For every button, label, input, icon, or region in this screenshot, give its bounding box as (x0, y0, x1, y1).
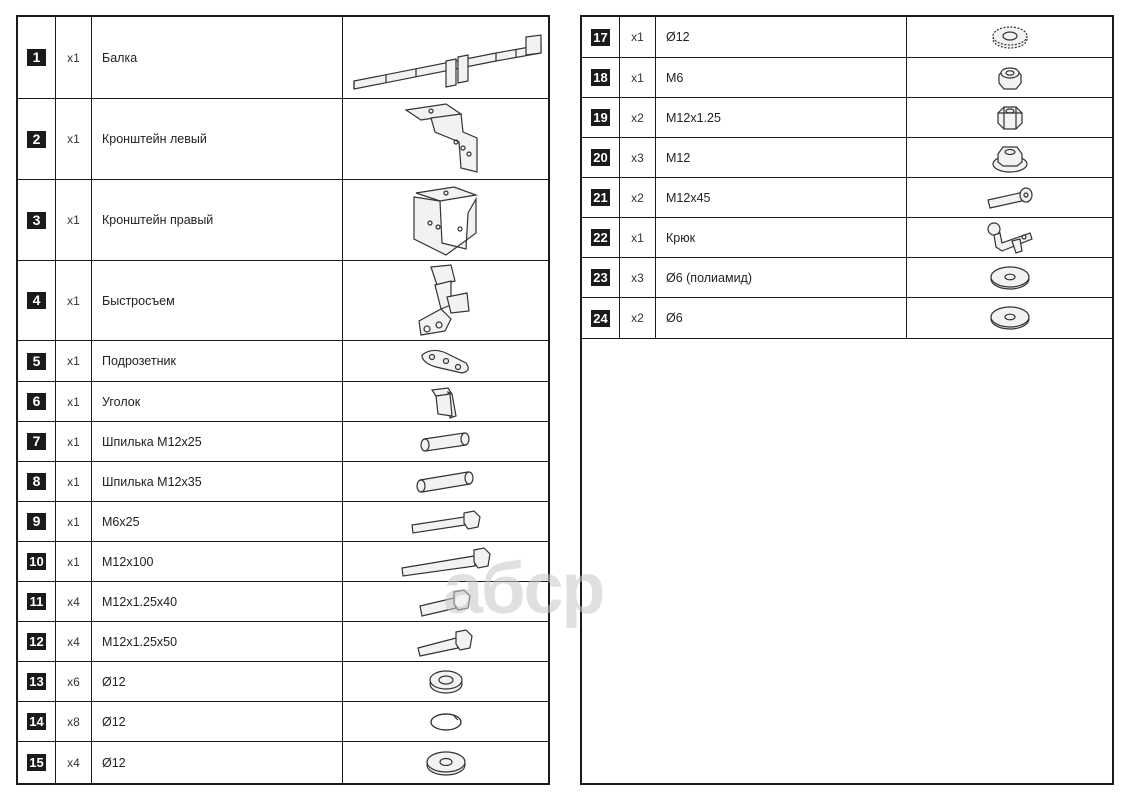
flat-washer-icon (426, 668, 466, 696)
flange-nut-icon (990, 142, 1030, 174)
item-number-badge: 6 (27, 393, 46, 410)
item-quantity: x1 (56, 341, 92, 381)
item-number-badge: 19 (591, 109, 610, 126)
left-bracket-icon (401, 102, 491, 176)
item-number-badge: 22 (591, 229, 610, 246)
item-number-badge: 7 (27, 433, 46, 450)
item-name: Уголок (92, 382, 343, 421)
table-row (18, 582, 548, 622)
polyamide-washer-icon (987, 264, 1033, 292)
item-quantity: x1 (620, 17, 656, 57)
item-name: М12х45 (656, 178, 907, 217)
item-name: Ø6 (656, 298, 907, 338)
bolt-long-icon (400, 546, 492, 578)
pin-icon (984, 184, 1036, 212)
item-quantity: x4 (56, 582, 92, 621)
table-row (18, 542, 548, 582)
beam-icon (346, 23, 546, 93)
table-row (18, 180, 548, 261)
item-number-badge: 20 (591, 149, 610, 166)
item-quantity: x4 (56, 742, 92, 783)
item-number-badge: 3 (27, 212, 46, 229)
socket-plate-icon (416, 345, 476, 377)
small-washer-icon (987, 304, 1033, 332)
item-quantity: x2 (620, 298, 656, 338)
bolt-medium-icon (414, 626, 478, 658)
item-quantity: x1 (620, 218, 656, 257)
item-quantity: x4 (56, 622, 92, 661)
item-number-badge: 17 (591, 29, 610, 46)
item-quantity: x1 (56, 462, 92, 501)
angle-bracket-icon (426, 384, 466, 420)
item-quantity: x8 (56, 702, 92, 741)
item-name: М6х25 (92, 502, 343, 541)
item-name: Крюк (656, 218, 907, 257)
item-name: М12х1.25х40 (92, 582, 343, 621)
item-name: Кронштейн левый (92, 99, 343, 179)
item-name: Ø12 (656, 17, 907, 57)
item-quantity: x2 (620, 98, 656, 137)
stud-long-icon (414, 466, 478, 498)
serrated-washer-icon (988, 22, 1032, 52)
table-row (18, 341, 548, 382)
item-name: М6 (656, 58, 907, 97)
item-quantity: x1 (56, 99, 92, 179)
item-number-badge: 24 (591, 310, 610, 327)
bolt-small-icon (408, 507, 484, 537)
item-quantity: x6 (56, 662, 92, 701)
table-row (18, 261, 548, 341)
right-parts-table (580, 15, 1114, 785)
table-row (18, 422, 548, 462)
item-quantity: x1 (56, 422, 92, 461)
item-name: Подрозетник (92, 341, 343, 381)
bolt-medium-icon (416, 586, 476, 618)
table-row (582, 218, 1112, 258)
item-name: Шпилька М12х25 (92, 422, 343, 461)
item-name: Шпилька М12х35 (92, 462, 343, 501)
item-name: Ø12 (92, 742, 343, 783)
table-row (582, 98, 1112, 138)
item-quantity: x1 (56, 382, 92, 421)
item-number-badge: 11 (27, 593, 46, 610)
item-name: Ø6 (полиамид) (656, 258, 907, 297)
item-quantity: x3 (620, 138, 656, 177)
item-number-badge: 13 (27, 673, 46, 690)
wide-washer-icon (423, 748, 469, 778)
table-row (18, 382, 548, 422)
item-quantity: x1 (56, 542, 92, 581)
spring-washer-icon (426, 708, 466, 736)
right-bracket-icon (406, 183, 486, 257)
item-name: Балка (92, 17, 343, 98)
table-row (18, 462, 548, 502)
item-quantity: x2 (620, 178, 656, 217)
table-row (582, 258, 1112, 298)
item-name: Ø12 (92, 702, 343, 741)
item-number-badge: 1 (27, 49, 46, 66)
table-row (582, 58, 1112, 98)
item-quantity: x1 (56, 180, 92, 260)
item-name: Ø12 (92, 662, 343, 701)
item-number-badge: 4 (27, 292, 46, 309)
table-row (18, 742, 548, 783)
item-number-badge: 21 (591, 189, 610, 206)
item-number-badge: 14 (27, 713, 46, 730)
item-name: М12х1.25 (656, 98, 907, 137)
item-number-badge: 10 (27, 553, 46, 570)
item-quantity: x1 (56, 17, 92, 98)
table-row (18, 702, 548, 742)
item-number-badge: 5 (27, 353, 46, 370)
item-name: М12х1.25х50 (92, 622, 343, 661)
item-name: М12х100 (92, 542, 343, 581)
stud-short-icon (416, 427, 476, 457)
item-number-badge: 23 (591, 269, 610, 286)
table-row (582, 17, 1112, 58)
item-number-badge: 15 (27, 754, 46, 771)
item-number-badge: 18 (591, 69, 610, 86)
item-quantity: x1 (56, 261, 92, 340)
item-name: Кронштейн правый (92, 180, 343, 260)
item-quantity: x1 (56, 502, 92, 541)
item-number-badge: 12 (27, 633, 46, 650)
table-row (18, 17, 548, 99)
item-name: М12 (656, 138, 907, 177)
table-row (18, 662, 548, 702)
item-quantity: x1 (620, 58, 656, 97)
item-quantity: x3 (620, 258, 656, 297)
table-row (582, 138, 1112, 178)
lock-nut-icon (993, 63, 1027, 93)
left-parts-table (16, 15, 550, 785)
tow-hook-icon (982, 219, 1038, 257)
table-row (18, 99, 548, 180)
item-number-badge: 9 (27, 513, 46, 530)
item-name: Быстросъем (92, 261, 343, 340)
item-number-badge: 8 (27, 473, 46, 490)
quick-release-icon (411, 263, 481, 339)
table-row (582, 178, 1112, 218)
table-row (18, 622, 548, 662)
hex-nut-icon (992, 103, 1028, 133)
item-number-badge: 2 (27, 131, 46, 148)
table-row (582, 298, 1112, 339)
watermark-logo: aбcp (443, 549, 604, 629)
table-row (18, 502, 548, 542)
